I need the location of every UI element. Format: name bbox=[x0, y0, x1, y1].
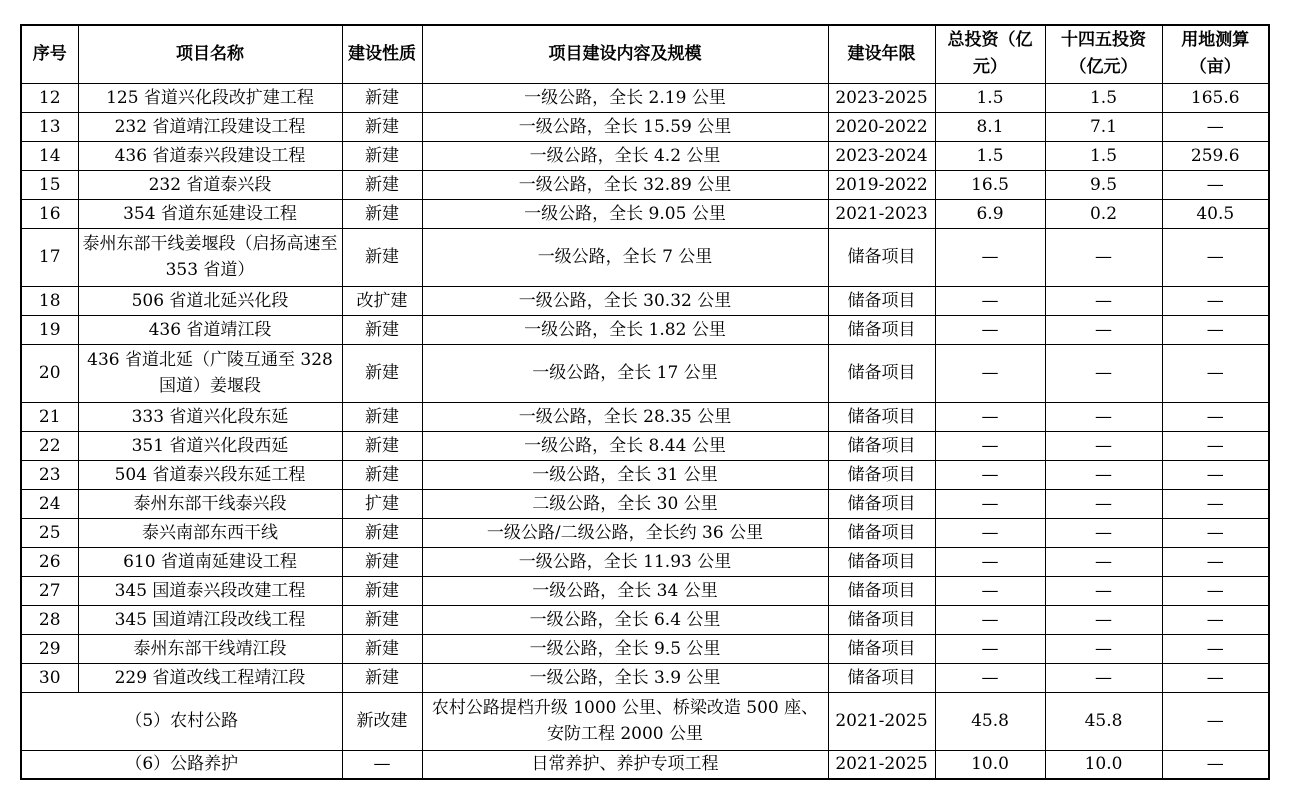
cell-seq: 23 bbox=[21, 460, 78, 489]
cell-nature: 新建 bbox=[342, 83, 422, 112]
summary-cell-nature: 新改建 bbox=[342, 692, 422, 750]
cell-nature: 新建 bbox=[342, 112, 422, 141]
cell-fyp: — bbox=[1045, 547, 1162, 576]
cell-name: 125 省道兴化段改扩建工程 bbox=[78, 83, 342, 112]
cell-total: — bbox=[935, 634, 1045, 663]
summary-cell-total: 10.0 bbox=[935, 750, 1045, 779]
cell-seq: 28 bbox=[21, 605, 78, 634]
cell-name: 泰州东部干线姜堰段（启扬高速至 353 省道） bbox=[78, 228, 342, 286]
cell-content: 一级公路，全长 2.19 公里 bbox=[422, 83, 828, 112]
table-row bbox=[21, 576, 1269, 605]
cell-fyp: 9.5 bbox=[1045, 170, 1162, 199]
cell-land: — bbox=[1162, 402, 1269, 431]
cell-seq: 14 bbox=[21, 141, 78, 170]
cell-content: 一级公路，全长 6.4 公里 bbox=[422, 605, 828, 634]
cell-nature: 新建 bbox=[342, 344, 422, 402]
cell-fyp: 1.5 bbox=[1045, 83, 1162, 112]
cell-total: — bbox=[935, 605, 1045, 634]
cell-fyp: — bbox=[1045, 634, 1162, 663]
cell-nature: 新建 bbox=[342, 576, 422, 605]
cell-total: — bbox=[935, 402, 1045, 431]
cell-fyp: 1.5 bbox=[1045, 141, 1162, 170]
cell-name: 232 省道泰兴段 bbox=[78, 170, 342, 199]
table-header-row bbox=[21, 25, 1269, 83]
cell-period: 储备项目 bbox=[828, 518, 935, 547]
cell-period: 2019-2022 bbox=[828, 170, 935, 199]
cell-period: 储备项目 bbox=[828, 547, 935, 576]
cell-total: 1.5 bbox=[935, 83, 1045, 112]
cell-land: 165.6 bbox=[1162, 83, 1269, 112]
cell-content: 一级公路，全长 30.32 公里 bbox=[422, 286, 828, 315]
cell-seq: 12 bbox=[21, 83, 78, 112]
cell-period: 2023-2025 bbox=[828, 83, 935, 112]
cell-seq: 25 bbox=[21, 518, 78, 547]
cell-land: — bbox=[1162, 605, 1269, 634]
cell-fyp: — bbox=[1045, 518, 1162, 547]
summary-cell-land: — bbox=[1162, 750, 1269, 779]
table-row bbox=[21, 634, 1269, 663]
cell-land: — bbox=[1162, 460, 1269, 489]
cell-nature: 扩建 bbox=[342, 489, 422, 518]
cell-content: 一级公路，全长 4.2 公里 bbox=[422, 141, 828, 170]
cell-period: 2023-2024 bbox=[828, 141, 935, 170]
summary-cell-content: 农村公路提档升级 1000 公里、桥梁改造 500 座、安防工程 2000 公里 bbox=[422, 692, 828, 750]
header-name: 项目名称 bbox=[78, 25, 342, 83]
cell-period: 储备项目 bbox=[828, 634, 935, 663]
header-seq: 序号 bbox=[21, 25, 78, 83]
cell-seq: 27 bbox=[21, 576, 78, 605]
cell-seq: 18 bbox=[21, 286, 78, 315]
summary-cell-fyp: 10.0 bbox=[1045, 750, 1162, 779]
summary-cell-content: 日常养护、养护专项工程 bbox=[422, 750, 828, 779]
cell-fyp: — bbox=[1045, 431, 1162, 460]
cell-nature: 新建 bbox=[342, 518, 422, 547]
cell-name: 506 省道北延兴化段 bbox=[78, 286, 342, 315]
header-land: 用地测算（亩） bbox=[1162, 25, 1269, 83]
cell-land: — bbox=[1162, 489, 1269, 518]
cell-land: — bbox=[1162, 431, 1269, 460]
cell-period: 储备项目 bbox=[828, 431, 935, 460]
table-row bbox=[21, 431, 1269, 460]
summary-cell-fyp: 45.8 bbox=[1045, 692, 1162, 750]
cell-period: 储备项目 bbox=[828, 344, 935, 402]
cell-nature: 新建 bbox=[342, 170, 422, 199]
cell-period: 储备项目 bbox=[828, 228, 935, 286]
cell-name: 436 省道靖江段 bbox=[78, 315, 342, 344]
cell-seq: 15 bbox=[21, 170, 78, 199]
header-nature: 建设性质 bbox=[342, 25, 422, 83]
cell-fyp: — bbox=[1045, 663, 1162, 692]
cell-nature: 新建 bbox=[342, 402, 422, 431]
summary-cell-period: 2021-2025 bbox=[828, 750, 935, 779]
cell-name: 232 省道靖江段建设工程 bbox=[78, 112, 342, 141]
table-row bbox=[21, 141, 1269, 170]
cell-total: — bbox=[935, 315, 1045, 344]
cell-nature: 新建 bbox=[342, 141, 422, 170]
table-row bbox=[21, 112, 1269, 141]
cell-total: — bbox=[935, 344, 1045, 402]
cell-content: 一级公路，全长 17 公里 bbox=[422, 344, 828, 402]
header-period: 建设年限 bbox=[828, 25, 935, 83]
cell-name: 泰兴南部东西干线 bbox=[78, 518, 342, 547]
summary-cell-land: — bbox=[1162, 692, 1269, 750]
cell-content: 一级公路，全长 11.93 公里 bbox=[422, 547, 828, 576]
table-row bbox=[21, 489, 1269, 518]
table-row bbox=[21, 315, 1269, 344]
cell-fyp: — bbox=[1045, 344, 1162, 402]
cell-total: 6.9 bbox=[935, 199, 1045, 228]
cell-total: — bbox=[935, 518, 1045, 547]
cell-fyp: — bbox=[1045, 460, 1162, 489]
cell-seq: 30 bbox=[21, 663, 78, 692]
cell-period: 储备项目 bbox=[828, 489, 935, 518]
summary-cell-period: 2021-2025 bbox=[828, 692, 935, 750]
project-table bbox=[20, 24, 1270, 780]
cell-fyp: — bbox=[1045, 228, 1162, 286]
cell-total: 8.1 bbox=[935, 112, 1045, 141]
table-row bbox=[21, 605, 1269, 634]
table-row bbox=[21, 344, 1269, 402]
cell-total: — bbox=[935, 489, 1045, 518]
table-row bbox=[21, 199, 1269, 228]
cell-land: — bbox=[1162, 315, 1269, 344]
cell-seq: 13 bbox=[21, 112, 78, 141]
cell-content: 一级公路，全长 32.89 公里 bbox=[422, 170, 828, 199]
cell-land: — bbox=[1162, 112, 1269, 141]
cell-land: — bbox=[1162, 518, 1269, 547]
cell-nature: 新建 bbox=[342, 228, 422, 286]
cell-fyp: — bbox=[1045, 576, 1162, 605]
summary-name: （5）农村公路 bbox=[21, 692, 342, 750]
table-row bbox=[21, 170, 1269, 199]
header-fyp: 十四五投资（亿元） bbox=[1045, 25, 1162, 83]
cell-period: 2021-2023 bbox=[828, 199, 935, 228]
cell-nature: 改扩建 bbox=[342, 286, 422, 315]
cell-fyp: — bbox=[1045, 315, 1162, 344]
table-row bbox=[21, 547, 1269, 576]
cell-nature: 新建 bbox=[342, 431, 422, 460]
cell-total: — bbox=[935, 431, 1045, 460]
cell-content: 一级公路，全长 3.9 公里 bbox=[422, 663, 828, 692]
cell-total: — bbox=[935, 547, 1045, 576]
cell-content: 一级公路，全长 1.82 公里 bbox=[422, 315, 828, 344]
summary-cell-total: 45.8 bbox=[935, 692, 1045, 750]
cell-name: 333 省道兴化段东延 bbox=[78, 402, 342, 431]
table-row bbox=[21, 286, 1269, 315]
table-row bbox=[21, 83, 1269, 112]
cell-name: 436 省道北延（广陵互通至 328 国道）姜堰段 bbox=[78, 344, 342, 402]
summary-cell-nature: — bbox=[342, 750, 422, 779]
cell-name: 354 省道东延建设工程 bbox=[78, 199, 342, 228]
cell-land: — bbox=[1162, 286, 1269, 315]
cell-seq: 17 bbox=[21, 228, 78, 286]
table-row bbox=[21, 402, 1269, 431]
cell-land: — bbox=[1162, 344, 1269, 402]
cell-content: 一级公路，全长 7 公里 bbox=[422, 228, 828, 286]
cell-land: — bbox=[1162, 576, 1269, 605]
cell-period: 储备项目 bbox=[828, 315, 935, 344]
summary-name: （6）公路养护 bbox=[21, 750, 342, 779]
cell-name: 泰州东部干线靖江段 bbox=[78, 634, 342, 663]
cell-period: 储备项目 bbox=[828, 576, 935, 605]
cell-period: 储备项目 bbox=[828, 663, 935, 692]
cell-nature: 新建 bbox=[342, 605, 422, 634]
cell-fyp: — bbox=[1045, 489, 1162, 518]
cell-land: — bbox=[1162, 170, 1269, 199]
cell-total: — bbox=[935, 460, 1045, 489]
cell-total: — bbox=[935, 576, 1045, 605]
cell-name: 泰州东部干线泰兴段 bbox=[78, 489, 342, 518]
cell-period: 储备项目 bbox=[828, 460, 935, 489]
cell-seq: 21 bbox=[21, 402, 78, 431]
cell-land: — bbox=[1162, 634, 1269, 663]
cell-name: 610 省道南延建设工程 bbox=[78, 547, 342, 576]
cell-content: 一级公路，全长 8.44 公里 bbox=[422, 431, 828, 460]
table-row bbox=[21, 518, 1269, 547]
cell-content: 一级公路，全长 28.35 公里 bbox=[422, 402, 828, 431]
cell-nature: 新建 bbox=[342, 460, 422, 489]
cell-content: 一级公路，全长 34 公里 bbox=[422, 576, 828, 605]
cell-seq: 24 bbox=[21, 489, 78, 518]
cell-land: — bbox=[1162, 228, 1269, 286]
cell-nature: 新建 bbox=[342, 547, 422, 576]
cell-total: 16.5 bbox=[935, 170, 1045, 199]
cell-period: 储备项目 bbox=[828, 605, 935, 634]
cell-name: 504 省道泰兴段东延工程 bbox=[78, 460, 342, 489]
table-row bbox=[21, 228, 1269, 286]
cell-seq: 26 bbox=[21, 547, 78, 576]
header-total: 总投资（亿元） bbox=[935, 25, 1045, 83]
cell-period: 2020-2022 bbox=[828, 112, 935, 141]
cell-content: 一级公路，全长 9.5 公里 bbox=[422, 634, 828, 663]
cell-period: 储备项目 bbox=[828, 286, 935, 315]
cell-land: 259.6 bbox=[1162, 141, 1269, 170]
cell-content: 一级公路，全长 9.05 公里 bbox=[422, 199, 828, 228]
table-row bbox=[21, 460, 1269, 489]
summary-row bbox=[21, 750, 1269, 779]
cell-seq: 16 bbox=[21, 199, 78, 228]
cell-name: 345 国道泰兴段改建工程 bbox=[78, 576, 342, 605]
cell-name: 345 国道靖江段改线工程 bbox=[78, 605, 342, 634]
cell-name: 436 省道泰兴段建设工程 bbox=[78, 141, 342, 170]
summary-row bbox=[21, 692, 1269, 750]
cell-total: — bbox=[935, 286, 1045, 315]
cell-content: 一级公路/二级公路，全长约 36 公里 bbox=[422, 518, 828, 547]
cell-fyp: — bbox=[1045, 605, 1162, 634]
cell-nature: 新建 bbox=[342, 663, 422, 692]
cell-fyp: — bbox=[1045, 286, 1162, 315]
cell-name: 351 省道兴化段西延 bbox=[78, 431, 342, 460]
cell-seq: 29 bbox=[21, 634, 78, 663]
cell-period: 储备项目 bbox=[828, 402, 935, 431]
table-row bbox=[21, 663, 1269, 692]
cell-land: — bbox=[1162, 547, 1269, 576]
cell-land: 40.5 bbox=[1162, 199, 1269, 228]
cell-content: 一级公路，全长 15.59 公里 bbox=[422, 112, 828, 141]
cell-fyp: 0.2 bbox=[1045, 199, 1162, 228]
cell-total: — bbox=[935, 228, 1045, 286]
cell-fyp: 7.1 bbox=[1045, 112, 1162, 141]
cell-seq: 19 bbox=[21, 315, 78, 344]
cell-content: 一级公路，全长 31 公里 bbox=[422, 460, 828, 489]
cell-nature: 新建 bbox=[342, 199, 422, 228]
cell-name: 229 省道改线工程靖江段 bbox=[78, 663, 342, 692]
header-content: 项目建设内容及规模 bbox=[422, 25, 828, 83]
cell-seq: 20 bbox=[21, 344, 78, 402]
cell-land: — bbox=[1162, 663, 1269, 692]
cell-content: 二级公路，全长 30 公里 bbox=[422, 489, 828, 518]
cell-total: — bbox=[935, 663, 1045, 692]
cell-total: 1.5 bbox=[935, 141, 1045, 170]
cell-seq: 22 bbox=[21, 431, 78, 460]
cell-nature: 新建 bbox=[342, 634, 422, 663]
cell-fyp: — bbox=[1045, 402, 1162, 431]
cell-nature: 新建 bbox=[342, 315, 422, 344]
